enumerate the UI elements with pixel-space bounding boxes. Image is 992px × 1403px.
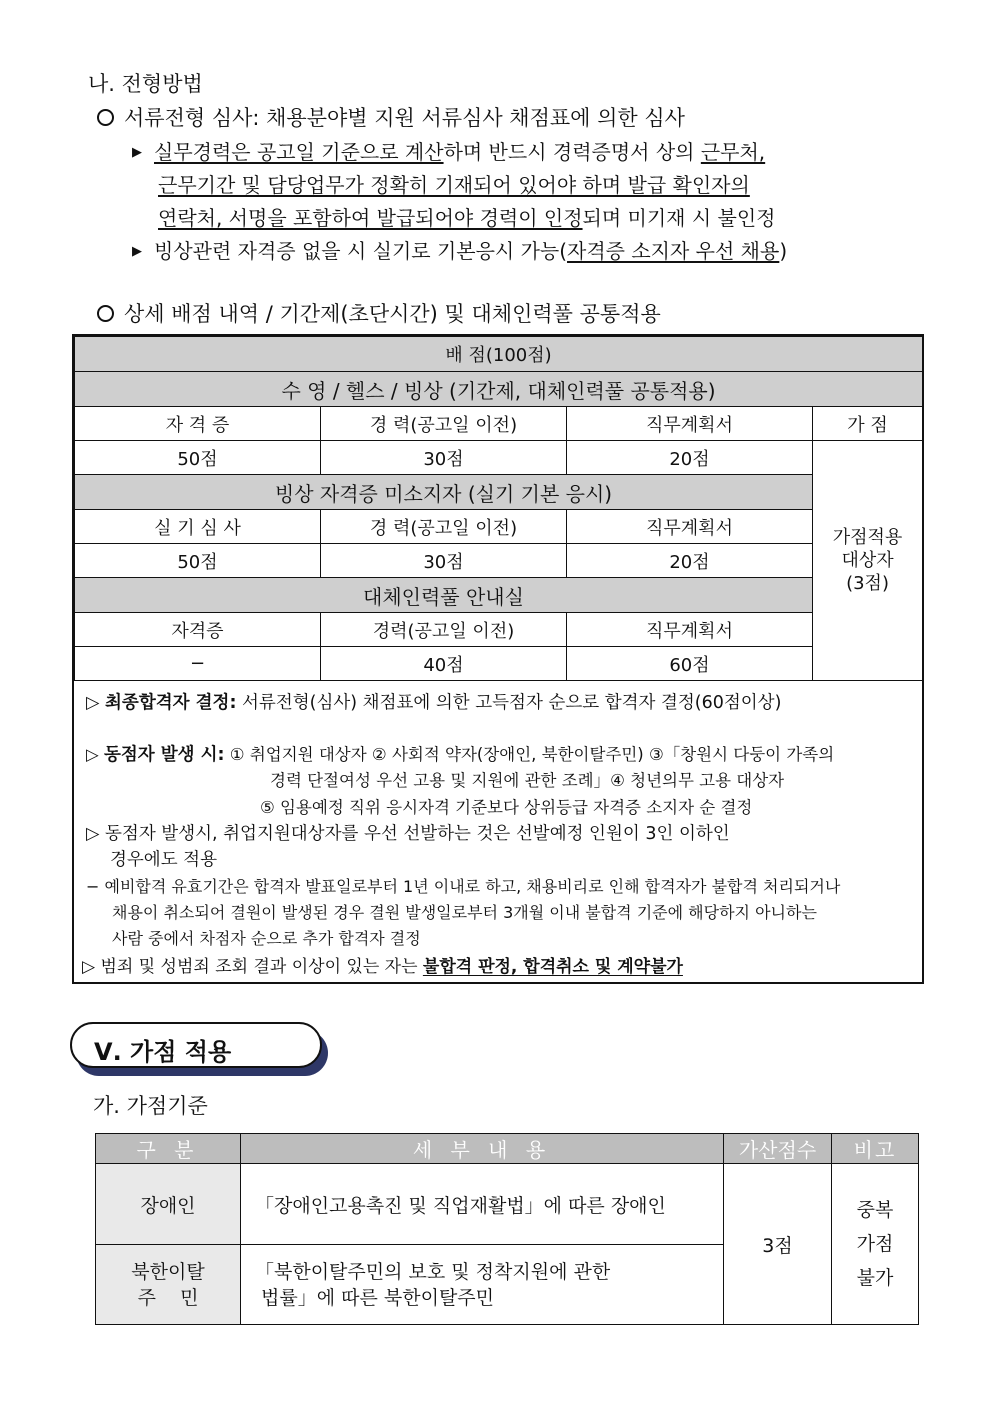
group1-value-experience: 30점 [321, 441, 567, 475]
note-tie-rule-line2: 경력 단절여성 우선 고용 및 지원에 관한 조례」④ 청년의무 고용 대상자 [270, 771, 785, 790]
note-final-decision: ▷ 최종합격자 결정: 서류전형(심사) 채점표에 의한 고득점자 순으로 합격자 결정(60점이상) [86, 693, 782, 713]
triangle-outline-icon: ▷ [86, 824, 106, 844]
group1-value-license: 50점 [75, 441, 321, 475]
detail-score-title: 상세 배점 내역 / 기간제(초단시간) 및 대체인력풀 공통적용 [97, 298, 661, 328]
group2-header-experience: 경 력(공고일 이전) [321, 510, 567, 544]
bonus-row-disabled-detail: 「장애인고용촉진 및 직업재활법」에 따른 장애인 [241, 1164, 724, 1245]
note-tie-rule: ▷ 동점자 발생 시: ① 취업지원 대상자 ② 사회적 약자(장애인, 북한이탈주민) ③「창원시 다둥이 가족의 [86, 745, 835, 765]
group1-value-plan: 20점 [567, 441, 813, 475]
group3-value-plan: 60점 [567, 647, 813, 681]
bonus-table [95, 1133, 919, 1325]
circle-bullet-icon [97, 109, 114, 126]
group2-header-plan: 직무계획서 [567, 510, 813, 544]
triangle-bullet-icon: ▶ [132, 244, 142, 259]
bonus-header-score: 가산점수 [724, 1134, 832, 1164]
group1-header-experience: 경 력(공고일 이전) [321, 407, 567, 441]
bonus-cell: 가점적용 대상자 (3점) [813, 441, 923, 681]
group3-value-license: − [75, 647, 321, 681]
score-table-box [72, 334, 924, 984]
bonus-remark-cell: 중복 가점 불가 [832, 1164, 919, 1325]
group2-header-practical: 실 기 심 사 [75, 510, 321, 544]
section5-header [70, 1022, 322, 1068]
note-reserve: − 예비합격 유효기간은 합격자 발표일로부터 1년 이내로 하고, 채용비리로 인해 합격자가 불합격 처리되거나 [86, 877, 841, 896]
note-tie-rule-line3: ⑤ 임용예정 직위 응시자격 기준보다 상위등급 자격증 소지자 순 결정 [260, 798, 753, 817]
experience-line-1: ▶ 실무경력은 공고일 기준으로 계산하며 반드시 경력증명서 상의 근무처, [132, 140, 766, 164]
group1-title: 수 영 / 헬스 / 빙상 (기간제, 대체인력풀 공통적용) [75, 372, 923, 407]
triangle-outline-icon: ▷ [82, 957, 101, 977]
triangle-outline-icon: ▷ [86, 693, 106, 713]
group2-value-experience: 30점 [321, 544, 567, 578]
note-tie-priority: ▷ 동점자 발생시, 취업지원대상자를 우선 선발하는 것은 선발예정 인원이 3인 이하인 [86, 824, 730, 844]
circle-bullet-icon [97, 305, 114, 322]
group1-header-plan: 직무계획서 [567, 407, 813, 441]
doc-review-line: 서류전형 심사: 채용분야별 지원 서류심사 채점표에 의한 심사 [97, 102, 685, 132]
group3-title: 대체인력풀 안내실 [75, 578, 813, 613]
experience-line-3: 연락처, 서명을 포함하여 발급되어야 경력이 인정되며 미기재 시 불인정 [158, 206, 776, 230]
bonus-row-defector-category: 북한이탈 주 민 [96, 1245, 241, 1325]
note-tie-priority-line2: 경우에도 적용 [110, 850, 217, 870]
group1-header-license: 자 격 증 [75, 407, 321, 441]
bonus-row-defector-detail: 「북한이탈주민의 보호 및 정착지원에 관한 법률」에 따른 북한이탈주민 [241, 1245, 724, 1325]
group2-value-plan: 20점 [567, 544, 813, 578]
triangle-outline-icon: ▷ [86, 745, 104, 764]
dash-bullet-icon: − [86, 877, 105, 896]
experience-line-2: 근무기간 및 담당업무가 정확히 기재되어 있어야 하며 발급 확인자의 [158, 173, 750, 197]
note-reserve-line2: 채용이 취소되어 결원이 발생된 경우 결원 발생일로부터 3개월 이내 불합격 기준에 해당하지 아니하는 [112, 903, 817, 922]
note-crime-check: ▷ 범죄 및 성범죄 조회 결과 이상이 있는 자는 불합격 판정, 합격취소 및 계약불가 [82, 957, 683, 977]
score-table-title: 배 점(100점) [75, 337, 923, 372]
note-reserve-line3: 사람 중에서 차점자 순으로 추가 합격자 결정 [112, 929, 421, 948]
group2-title: 빙상 자격증 미소지자 (실기 기본 응시) [75, 475, 813, 510]
bonus-row-disabled-category: 장애인 [96, 1164, 241, 1245]
bonus-criteria-title: 가. 가점기준 [93, 1094, 208, 1118]
section-title-selection: 나. 전형방법 [88, 72, 203, 96]
group3-header-license: 자격증 [75, 613, 321, 647]
bonus-header-remark: 비고 [832, 1134, 919, 1164]
bonus-score-cell: 3점 [724, 1164, 832, 1325]
triangle-bullet-icon: ▶ [132, 145, 142, 160]
section5-title: Ⅴ. 가점 적용 [94, 1038, 232, 1066]
group3-header-plan: 직무계획서 [567, 613, 813, 647]
score-table [74, 336, 923, 681]
bonus-header: 가 점 [813, 407, 923, 441]
group2-value-practical: 50점 [75, 544, 321, 578]
bonus-header-detail: 세 부 내 용 [241, 1134, 724, 1164]
group3-value-experience: 40점 [321, 647, 567, 681]
ice-skating-line: ▶ 빙상관련 자격증 없을 시 실기로 기본응시 가능(자격증 소지자 우선 채용) [132, 239, 788, 263]
group3-header-experience: 경력(공고일 이전) [321, 613, 567, 647]
bonus-header-category: 구 분 [96, 1134, 241, 1164]
